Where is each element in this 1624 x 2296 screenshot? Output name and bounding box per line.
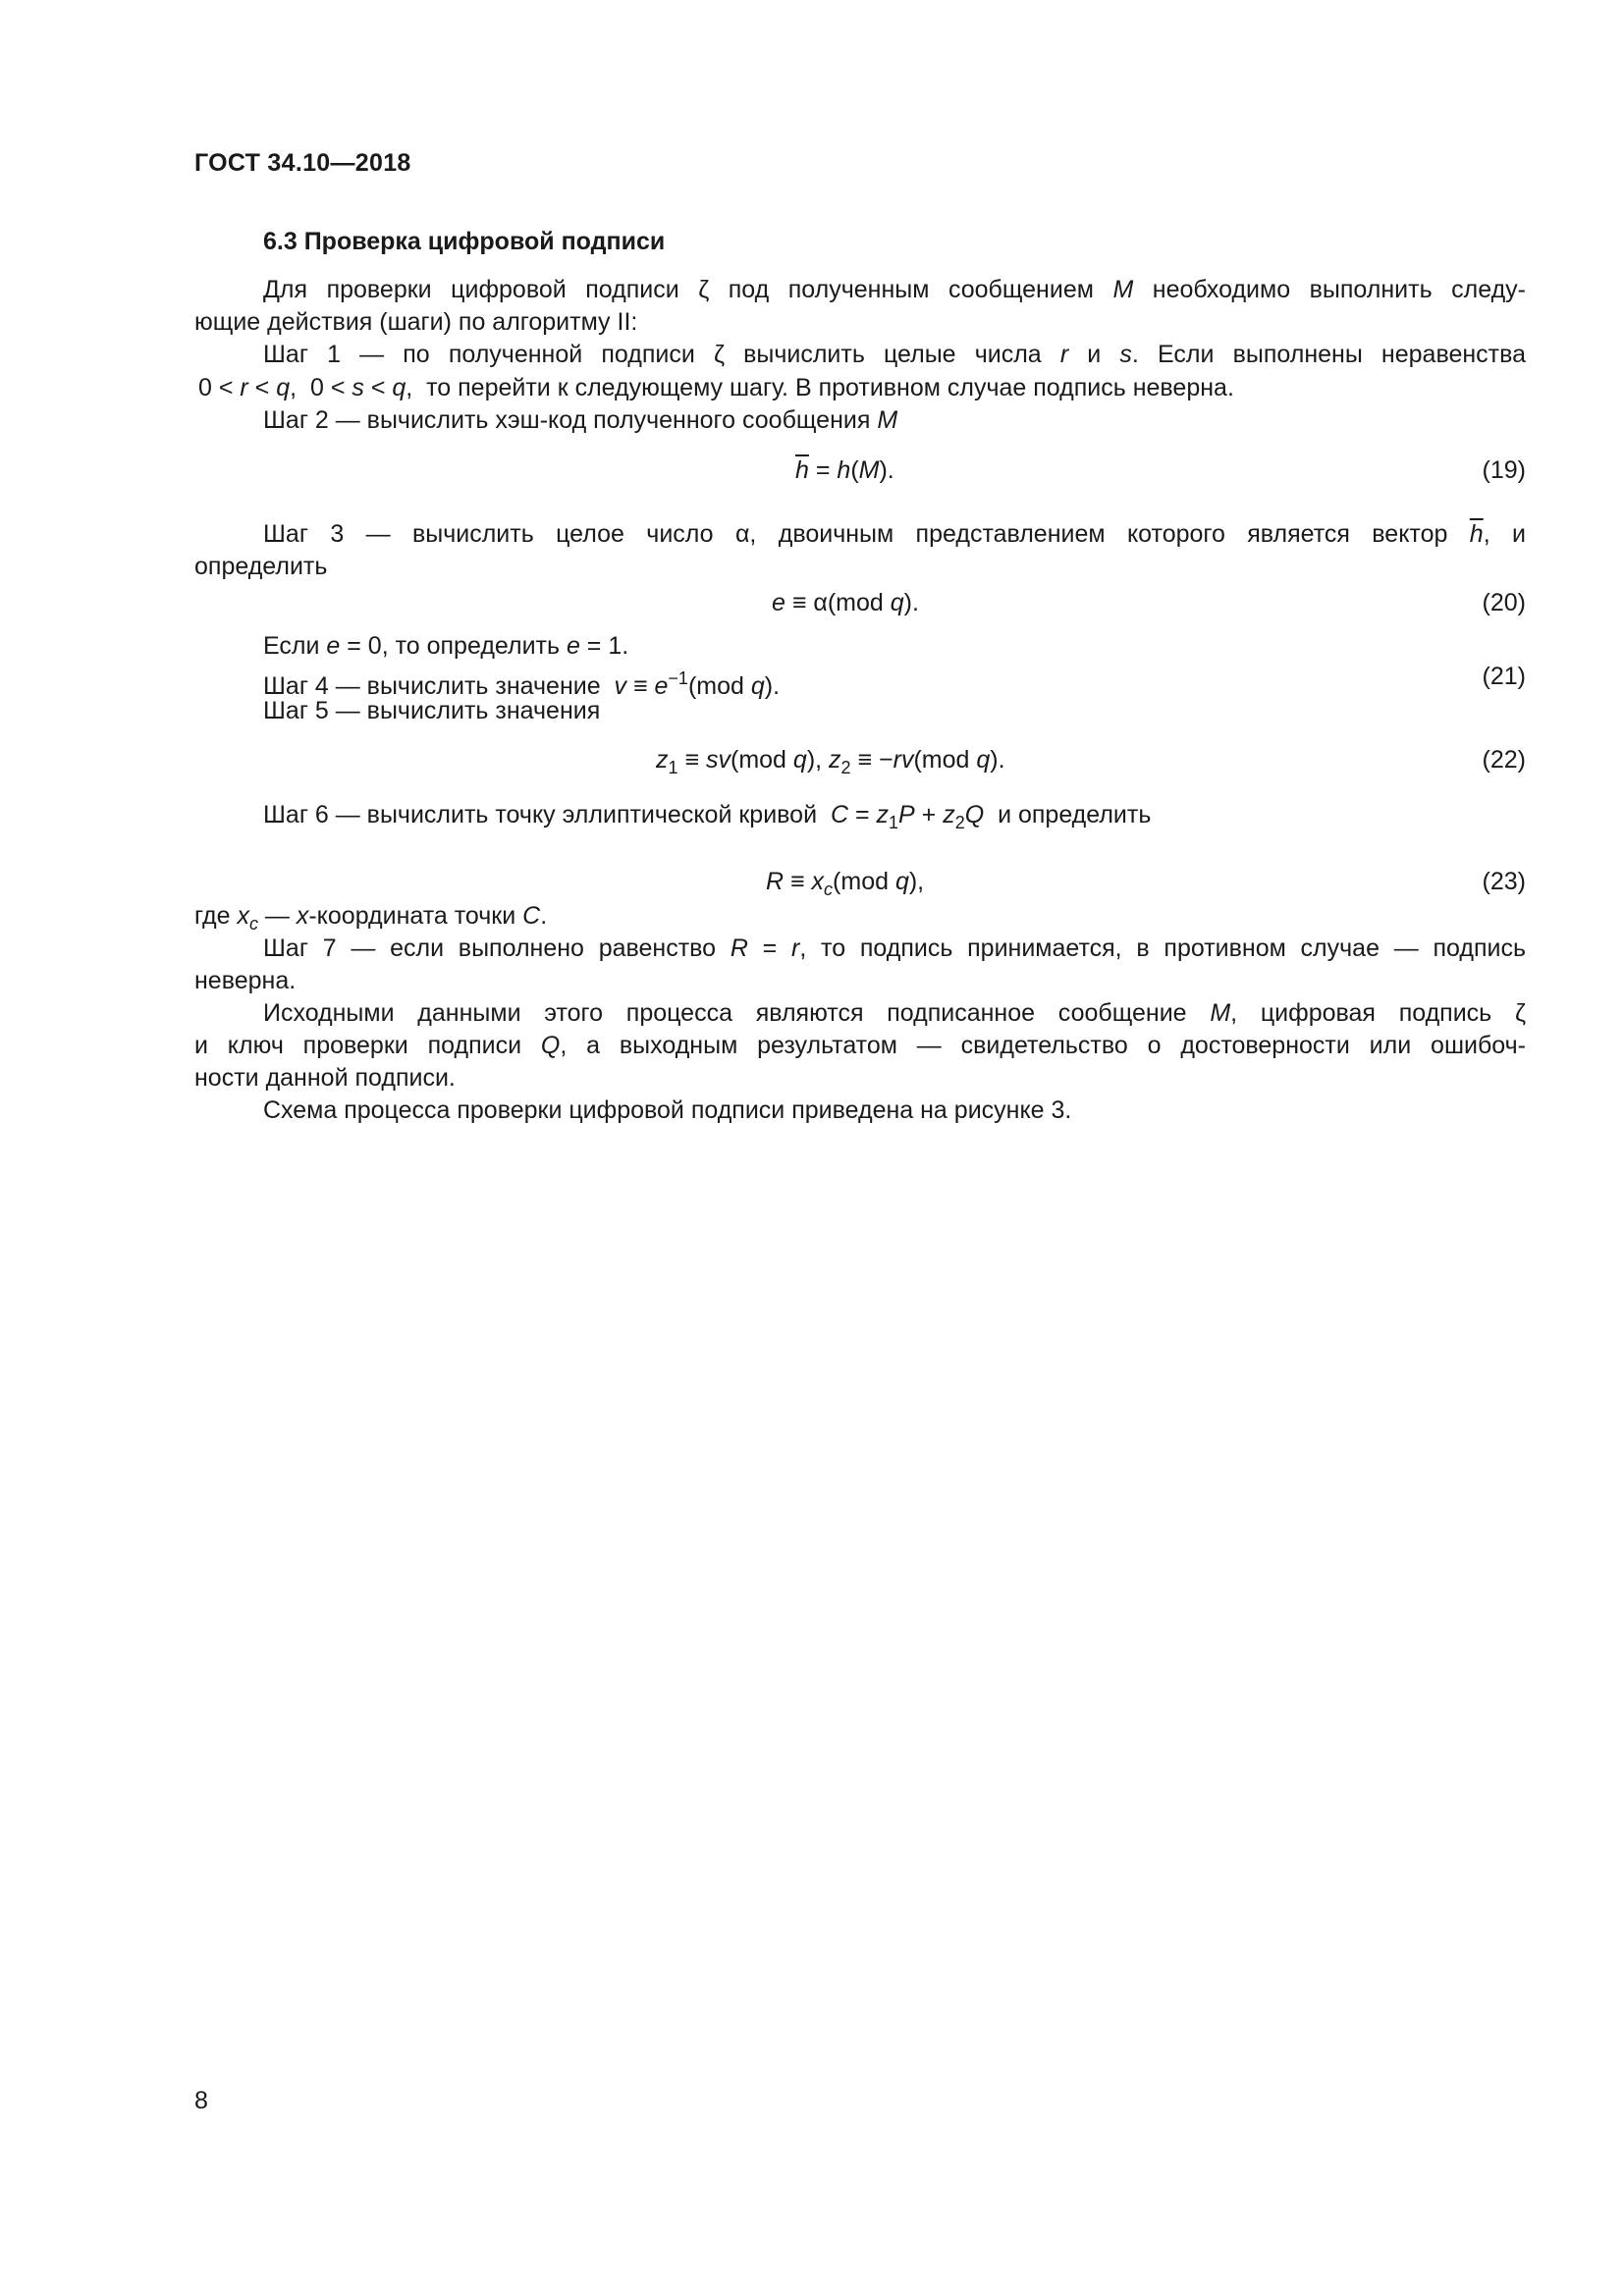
equation-22: $z_1 \equiv sv(mod$ q), $z_2 \equiv -rv(mod$ q). [656, 746, 1005, 777]
equation-23: $R \equiv x_c(mod$ q), [766, 868, 925, 899]
step7-line2: неверна. [194, 967, 297, 994]
step6: Шаг 6 — вычислить точку эллиптической кривой $C = z_1P + z_2Q$ и определить [263, 801, 1152, 832]
paragraph-intro-line1: Для проверки цифровой подписи ζ под полученным сообщением M необходимо выполнить следу- [263, 276, 1526, 303]
outro-line1: Исходными данными этого процесса являются подписанное сообщение M, цифровая подпись ζ [263, 999, 1526, 1027]
equation-20-number: (20) [1482, 589, 1526, 616]
step7-line1: Шаг 7 — если выполнено равенство R = r, то подпись принимается, в противном случае — подпись [263, 934, 1526, 962]
step3-line1: Шаг 3 — вычислить целое число α, двоичным представлением которого является вектор $\overline{h}$, и [263, 520, 1526, 548]
equation-22-number: (22) [1482, 746, 1526, 774]
equation-21-number: (21) [1482, 663, 1526, 690]
step5: Шаг 5 — вычислить значения [263, 697, 601, 724]
section-title: 6.3 Проверка цифровой подписи [263, 228, 666, 255]
paragraph-intro-line2: ющие действия (шаги) по алгоритму II: [194, 308, 638, 336]
step2: Шаг 2 — вычислить хэш-код полученного сообщения M [263, 406, 898, 434]
outro-line4: Схема процесса проверки цифровой подписи приведена на рисунке 3. [263, 1096, 1072, 1124]
if-e-zero: Если e = 0, то определить e = 1. [263, 632, 629, 660]
step1-line1: Шаг 1 — по полученной подписи ζ вычислить целые числа r и s. Если выполнены неравенства [263, 341, 1527, 368]
step4: Шаг 4 — вычислить значение $v \equiv e^{-1}(mod$ q). [263, 668, 781, 700]
page-number: 8 [194, 2087, 208, 2114]
equation-20: e ≡ α(mod q). [772, 589, 919, 616]
outro-line2: и ключ проверки подписи Q, а выходным результатом — свидетельство о достоверности или ошибоч- [194, 1032, 1526, 1059]
step3-line2: определить [194, 553, 328, 580]
where-xc: где $x_c$ — x-координата точки C. [194, 902, 548, 934]
equation-19: $\overline{h} = h(M)$. [795, 456, 894, 484]
equation-23-number: (23) [1482, 868, 1526, 895]
step1-line2: 0 < r < q, 0 < s < q, то перейти к следующему шагу. В противном случае подпись неверна. [198, 374, 1234, 401]
equation-19-number: (19) [1482, 456, 1526, 484]
outro-line3: ности данной подписи. [194, 1064, 456, 1092]
document-header: ГОСТ 34.10—2018 [194, 149, 411, 177]
